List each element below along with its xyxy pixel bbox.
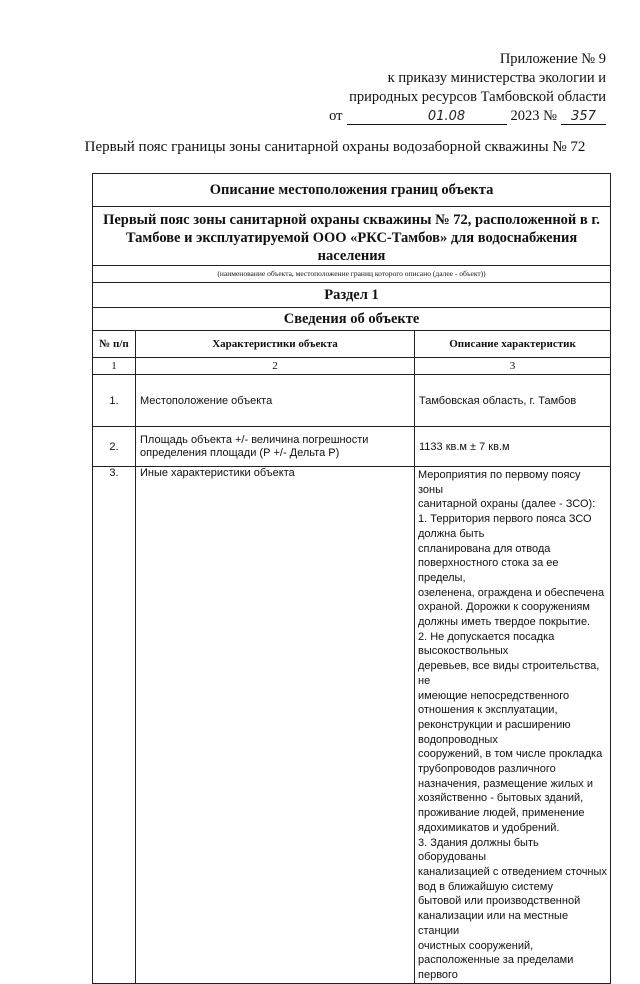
object-description-table <box>92 173 611 984</box>
description-line: деревьев, все виды строительства, не <box>418 660 600 687</box>
index-cell: 2 <box>136 358 415 375</box>
description-line: должны иметь твердое покрытие. <box>418 616 591 629</box>
object-caption: (наименование объекта, местоположение границ которого описано (далее - объект)) <box>93 266 611 283</box>
description-line: озеленена, ограждена и обеспечена <box>418 586 605 599</box>
description-line: санитарной охраны (далее - ЗСО): <box>418 498 596 511</box>
order-number: 357 <box>561 107 606 125</box>
row-number: 2. <box>93 427 136 467</box>
object-title: Первый пояс зоны санитарной охраны скважины № 72, расположенной в г. Тамбове и эксплуатируемой ООО «РКС-Тамбов» для водоснабжения населения <box>93 207 611 266</box>
description-line: должна быть <box>418 527 485 540</box>
description-line: охраной. Дорожки к сооружениям <box>418 601 590 614</box>
section-label: Раздел 1 <box>93 283 611 308</box>
section-title: Сведения об объекте <box>93 308 611 331</box>
index-cell: 3 <box>415 358 611 375</box>
description-line: Мероприятия по первому поясу зоны <box>418 469 581 496</box>
row-characteristic: Местоположение объекта <box>136 375 415 427</box>
description-line: 2. Не допускается посадка <box>418 630 555 643</box>
document-title: Первый пояс границы зоны санитарной охраны водозаборной скважины № 72 <box>84 139 586 155</box>
index-row <box>93 358 611 375</box>
description-line: высокоствольных <box>418 645 509 658</box>
row-description-long <box>415 467 611 984</box>
table-row <box>93 467 611 984</box>
description-line: 1. Территория первого пояса ЗСО <box>418 513 592 526</box>
description-line: бытовой или производственной <box>418 895 581 908</box>
description-line: хозяйственно - бытовых зданий, <box>418 792 584 805</box>
description-line: 3. Здания должны быть оборудованы <box>418 836 539 864</box>
index-cell: 1 <box>93 358 136 375</box>
description-line: поверхностного стока за ее пределы, <box>418 557 559 584</box>
description-line: спланирована для отвода <box>418 542 551 555</box>
description-line: реконструкции и расширению <box>418 718 571 731</box>
appendix-line-3: природных ресурсов Тамбовской области <box>349 89 606 105</box>
row-description: Тамбовская область, г. Тамбов <box>415 375 611 427</box>
appendix-line-2: к приказу министерства экологии и <box>387 70 606 86</box>
description-line: имеющие непосредственного <box>418 689 570 702</box>
from-label: от <box>329 108 343 124</box>
table-row <box>93 375 611 427</box>
description-line: сооружений, в том числе прокладка <box>418 748 603 761</box>
description-line: канализации или на местные станции <box>418 910 569 937</box>
appendix-header <box>329 50 606 126</box>
table-row <box>93 427 611 467</box>
description-line: канализацией с отведением сточных <box>418 865 607 878</box>
year-label: 2023 № <box>510 108 557 124</box>
order-date: 01.08 <box>347 107 507 125</box>
row-description: 1133 кв.м ± 7 кв.м <box>415 427 611 467</box>
row-number: 1. <box>93 375 136 427</box>
row-number: 3. <box>93 467 136 984</box>
column-header: Описание характеристик <box>415 331 611 358</box>
column-header: Характеристики объекта <box>136 331 415 358</box>
column-header-row <box>93 331 611 358</box>
column-header: № п/п <box>93 331 136 358</box>
table-heading: Описание местоположения границ объекта <box>93 174 611 207</box>
description-line: проживание людей, применение <box>418 807 585 820</box>
description-line: очистных сооружений, <box>418 939 534 952</box>
description-line: ядохимикатов и удобрений. <box>418 821 560 834</box>
description-line: назначения, размещение жилых и <box>418 777 594 790</box>
appendix-line-1: Приложение № 9 <box>499 51 606 67</box>
description-line: вод в ближайшую систему <box>418 880 553 893</box>
row-characteristic: Иные характеристики объекта <box>136 467 415 984</box>
description-line: трубопроводов различного <box>418 763 556 776</box>
description-line: водопроводных <box>418 733 498 746</box>
row-characteristic: Площадь объекта +/- величина погрешности определения площади (Р +/- Дельта Р) <box>136 427 415 467</box>
description-line: расположенные за пределами первого <box>418 954 574 981</box>
order-date-line <box>329 107 606 126</box>
description-line: отношения к эксплуатации, <box>418 704 558 717</box>
